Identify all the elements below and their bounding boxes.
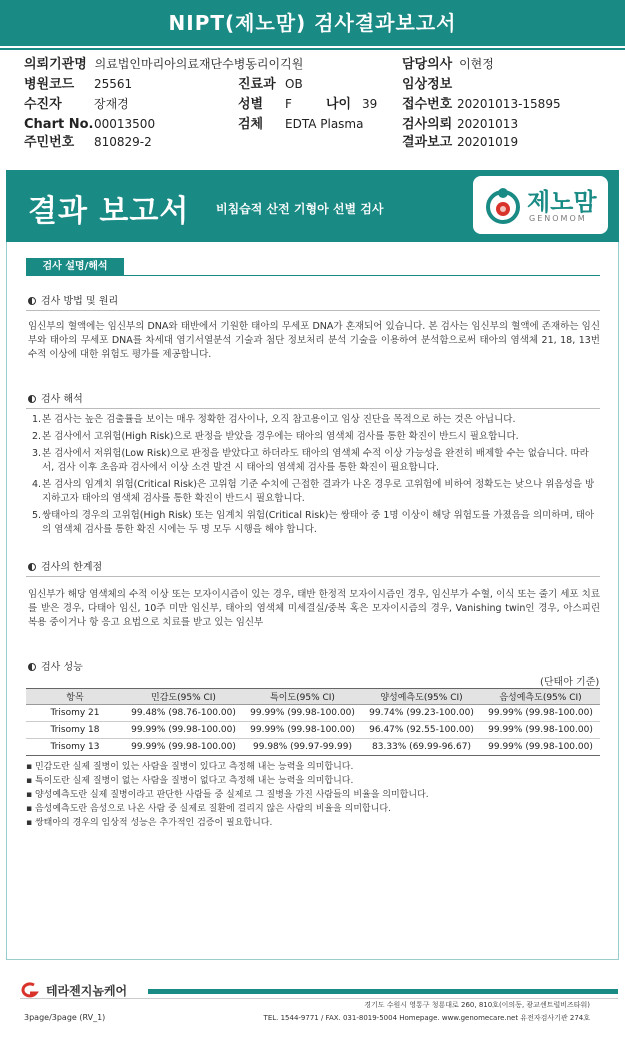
dept-row xyxy=(238,76,303,93)
logo-text: 제노맘 xyxy=(527,188,597,216)
request-label: 검사의뢰 xyxy=(402,117,453,132)
column-header: 특이도(95% CI) xyxy=(243,689,362,705)
sex-row xyxy=(238,96,292,113)
column-header: 양성예측도(95% CI) xyxy=(362,689,481,705)
recipient-value: 장재경 xyxy=(94,97,129,111)
method-heading-text: 검사 방법 및 원리 xyxy=(41,296,119,307)
note-item: ▪ 쌍태아의 경우의 임상적 성능은 추가적인 검증이 필요합니다. xyxy=(26,818,273,828)
dept-label: 진료과 xyxy=(238,77,276,92)
interpretation-list xyxy=(32,413,600,540)
column-header: 항목 xyxy=(26,689,124,705)
clinical-label: 임상정보 xyxy=(402,77,453,92)
genomom-logo-icon xyxy=(483,185,523,225)
performance-table xyxy=(26,688,600,756)
half-circle-icon xyxy=(28,297,36,305)
table-cell: 99.48% (98.76-100.00) xyxy=(124,705,243,722)
table-cell: 99.99% (99.98-100.00) xyxy=(124,722,243,739)
clinical-row xyxy=(402,76,452,93)
table-row xyxy=(26,739,600,756)
genomom-logo xyxy=(473,176,608,234)
doctor-value: 이현정 xyxy=(459,57,494,71)
note-item: ▪ 양성예측도란 실제 질병이라고 판단한 사람들 중 실제로 그 질병을 가진 사람들의 비율을 의미합니다. xyxy=(26,790,429,800)
result-row xyxy=(402,134,519,151)
note-item: ▪ 민감도란 실제 질병이 있는 사람을 질병이 있다고 측정해 내는 능력을 의미합니다. xyxy=(26,762,354,772)
resident-value: 810829-2 xyxy=(94,135,152,149)
list-number: 3. xyxy=(32,448,42,459)
note-item: ▪ 음성예측도란 음성으로 나온 사람 중 실제로 질환에 걸리지 않은 사람의 비율을 의미합니다. xyxy=(26,804,391,814)
company-address: 경기도 수원시 영통구 청룡대로 260, 810호(이의동, 광교센트럴비즈타워) xyxy=(364,1001,590,1009)
recipient-row xyxy=(24,96,129,113)
table-header-row xyxy=(26,689,600,705)
age-value: 39 xyxy=(362,97,378,111)
list-number: 2. xyxy=(32,431,42,442)
institution-label: 의뢰기관명 xyxy=(24,57,87,72)
resident-row xyxy=(24,134,152,151)
table-cell: 99.99% (99.98-100.00) xyxy=(243,722,362,739)
list-text: 쌍태아의 경우의 고위험(High Risk) 또는 임계치 위험(Critical Risk)는 쌍태아 중 1명 이상이 해당 위험도를 가졌음을 의미하며, 태아의 염색체 검사를 통한 확진 시에는 두 명 모두 시행을 해야 합니다. xyxy=(42,510,595,535)
table-cell: 99.74% (99.23-100.00) xyxy=(362,705,481,722)
interpretation-divider xyxy=(26,408,600,409)
section-rule xyxy=(26,275,600,276)
list-item xyxy=(32,447,600,475)
result-value: 20201019 xyxy=(457,135,519,149)
list-item xyxy=(32,478,600,506)
sex-value: F xyxy=(285,97,292,111)
request-value: 20201013 xyxy=(457,117,519,131)
footer-accent-bar xyxy=(148,989,618,994)
interpretation-heading-text: 검사 해석 xyxy=(41,394,83,405)
table-cell: 99.99% (99.98-100.00) xyxy=(243,705,362,722)
table-cell: 96.47% (92.55-100.00) xyxy=(362,722,481,739)
list-item xyxy=(32,413,600,427)
unit-note: (단태아 기준) xyxy=(540,677,600,688)
table-row xyxy=(26,705,600,722)
company-logo-icon xyxy=(20,982,42,998)
table-cell: 99.99% (99.98-100.00) xyxy=(481,722,600,739)
table-cell: 99.99% (99.98-100.00) xyxy=(481,705,600,722)
company-logo xyxy=(20,982,127,999)
ward-code-row xyxy=(24,76,133,93)
limits-divider xyxy=(26,576,600,577)
institution-value: 의료법인마리아의료재단수병동리이긱원 xyxy=(94,57,304,71)
table-row xyxy=(26,722,600,739)
table-cell: 99.99% (99.98-100.00) xyxy=(124,739,243,756)
interpretation-heading xyxy=(28,390,83,405)
report-banner xyxy=(6,170,619,242)
specimen-value: EDTA Plasma xyxy=(285,117,364,131)
result-label: 결과보고 xyxy=(402,135,453,150)
chart-value: 00013500 xyxy=(94,117,156,131)
list-text: 본 검사에서 고위험(High Risk)으로 판정을 받았을 경우에는 태아의 염색체 검사를 통한 확진이 반드시 필요합니다. xyxy=(42,431,519,442)
chart-row xyxy=(24,116,156,133)
note-item: ▪ 특이도란 실제 질병이 없는 사람을 질병이 없다고 측정해 내는 능력을 의미합니다. xyxy=(26,776,354,786)
column-header: 음성예측도(95% CI) xyxy=(481,689,600,705)
table-cell: 99.99% (99.98-100.00) xyxy=(481,739,600,756)
list-number: 5. xyxy=(32,510,42,521)
resident-label: 주민번호 xyxy=(24,135,75,150)
half-circle-icon xyxy=(28,663,36,671)
receipt-row xyxy=(402,96,561,113)
list-text: 본 검사는 높은 검출률을 보이는 매우 정확한 검사이나, 오직 참고용이고 임상 진단을 목적으로 하는 것은 아닙니다. xyxy=(42,414,516,425)
method-divider xyxy=(26,310,600,311)
age-row xyxy=(326,96,378,113)
receipt-label: 접수번호 xyxy=(402,97,453,112)
table-cell: Trisomy 18 xyxy=(26,722,124,739)
table-cell: 99.98% (99.97-99.99) xyxy=(243,739,362,756)
method-text: 임신부의 혈액에는 임신부의 DNA와 태반에서 기원한 태아의 무세포 DNA가 혼재되어 있습니다. 본 검사는 임신부의 혈액에 존재하는 임신부와 태아의 무세포 DNA를 차세대 염기서열분석 기술과 첨단 정보처리 분석 기술을 이용하여 분석함으로써 태아의 염색체 21, 18, 13번 수적 이상에 대한 위험도 평가를 제공합니다. xyxy=(28,321,600,360)
age-label: 나이 xyxy=(326,97,352,112)
list-item xyxy=(32,509,600,537)
column-header: 민감도(95% CI) xyxy=(124,689,243,705)
performance-heading-text: 검사 성능 xyxy=(41,662,83,673)
request-row xyxy=(402,116,519,133)
limits-heading-text: 검사의 한계점 xyxy=(41,562,103,573)
institution-row xyxy=(24,56,303,73)
report-title: NIPT(제노맘) 검사결과보고서 xyxy=(0,0,625,46)
list-text: 본 검사에서 저위험(Low Risk)으로 판정을 받았다고 하더라도 태아의 염색체 수적 이상 가능성을 완전히 배제할 수는 없습니다. 따라서, 검사 이후 초음파 검사에서 이상 소견 발견 시 태아의 염색체 검사를 통한 확진이 필요합니다. xyxy=(42,448,589,473)
sex-label: 성별 xyxy=(238,97,264,112)
banner-title: 결과 보고서 xyxy=(28,194,190,229)
receipt-value: 20201013-15895 xyxy=(457,97,561,111)
specimen-label: 검체 xyxy=(238,117,264,132)
performance-notes xyxy=(26,760,600,830)
list-number: 4. xyxy=(32,479,42,490)
chart-label: Chart No. xyxy=(24,117,94,132)
list-text: 본 검사의 임계치 위험(Critical Risk)은 고위험 기준 수치에 근접한 결과가 나온 경우로 고위험에 비하여 정확도는 낮으나 위음성을 방지하고자 태아의 염색체 검사를 통한 확진이 반드시 필요합니다. xyxy=(42,479,595,504)
list-item xyxy=(32,430,600,444)
limits-text: 임신부가 해당 염색체의 수적 이상 또는 모자이시즘이 있는 경우, 태반 한정적 모자이시즘인 경우, 임신부가 수혈, 이식 또는 줄기 세포 치료를 받은 경우, 다태아 임신, 10주 미만 임신부, 태아의 염색체 미세결실/중복 혹은 모자이시즘의 경우, Vanishing twin인 경우, 아스피린 복용 중이거나 항 응고 요법으로 치료를 받고 있는 임신부 xyxy=(28,589,600,628)
company-contact: TEL. 1544-9771 / FAX. 031-8019-5004 Homepage. www.genomecare.net 유전자검사기관 274호 xyxy=(263,1014,590,1022)
title-divider xyxy=(0,48,625,50)
specimen-row xyxy=(238,116,364,133)
method-heading xyxy=(28,292,118,307)
table-cell: 83.33% (69.99-96.67) xyxy=(362,739,481,756)
company-name: 테라젠지놈케어 xyxy=(46,984,128,998)
half-circle-icon xyxy=(28,563,36,571)
doctor-row xyxy=(402,56,494,73)
banner-subtitle: 비침습적 산전 기형아 선별 검사 xyxy=(216,202,384,216)
ward-code-label: 병원코드 xyxy=(24,77,75,92)
half-circle-icon xyxy=(28,395,36,403)
limits-heading xyxy=(28,558,102,573)
ward-code-value: 25561 xyxy=(94,77,133,91)
section-tab: 검사 설명/해석 xyxy=(26,258,124,275)
performance-heading xyxy=(28,658,83,673)
page-number: 3page/3page (RV_1) xyxy=(24,1013,106,1022)
dept-value: OB xyxy=(285,77,303,91)
doctor-label: 담당의사 xyxy=(402,57,453,72)
table-cell: Trisomy 21 xyxy=(26,705,124,722)
list-number: 1. xyxy=(32,414,42,425)
table-cell: Trisomy 13 xyxy=(26,739,124,756)
recipient-label: 수진자 xyxy=(24,97,62,112)
logo-subtext: GENOMOM xyxy=(529,214,587,223)
footer-divider xyxy=(20,998,618,999)
